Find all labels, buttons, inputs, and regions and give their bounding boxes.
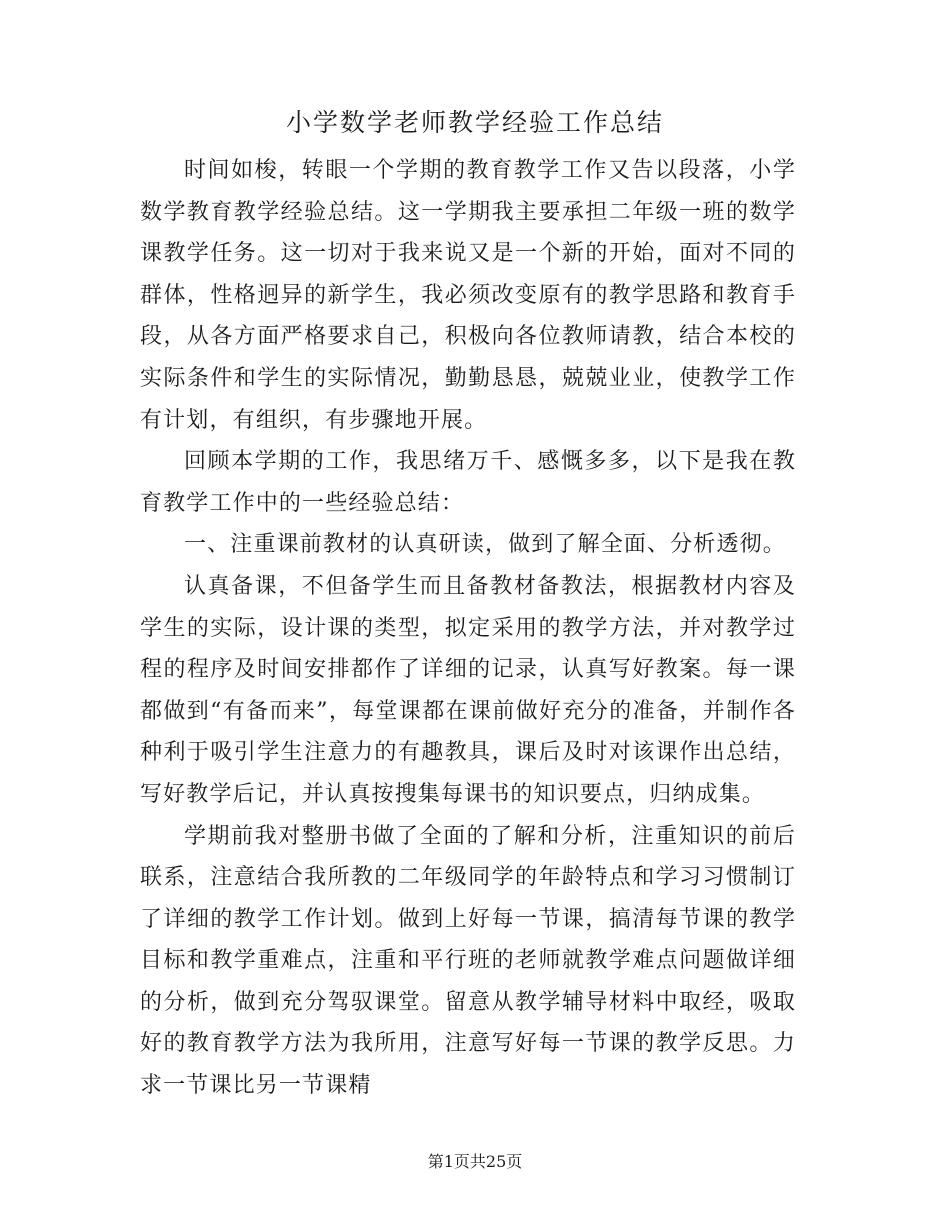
paragraph-intro: 时间如梭，转眼一个学期的教育教学工作又告以段落，小学数学教育教学经验总结。这一学期我主要承担二年级一班的数学课教学任务。这一切对于我来说又是一个新的开始，面对不同的群体，性格迥异的新学生，我必须改变原有的教学思路和教育手段，从各方面严格要求自己，积极向各位教师请教，结合本校的实际条件和学生的实际情况，勤勤恳恳，兢兢业业，使教学工作有计划，有组织，有步骤地开展。 xyxy=(140,158,796,433)
paragraph-semester-plan: 学期前我对整册书做了全面的了解和分析，注重知识的前后联系，注意结合我所教的二年级同学的年龄特点和学习习惯制订了详细的教学工作计划。做到上好每一节课，搞清每节课的教学目标和教学重难点，注重和平行班的老师就教学难点问题做详细的分析，做到充分驾驭课堂。留意从教学辅导材料中取经，吸取好的教育教学方法为我所用，注意写好每一节课的教学反思。力求一节课比另一节课精 xyxy=(140,823,796,1099)
paragraph-review: 回顾本学期的工作，我思绪万千、感慨多多，以下是我在教育教学工作中的一些经验总结： xyxy=(140,449,796,516)
paragraph-lesson-prep: 认真备课，不但备学生而且备教材备教法，根据教材内容及学生的实际，设计课的类型，拟定采用的教学方法，并对教学过程的程序及时间安排都作了详细的记录，认真写好教案。每一课都做到“有备而来”，每堂课都在课前做好充分的准备，并制作各种利于吸引学生注意力的有趣教具，课后及时对该课作出总结，写好教学后记，并认真按搜集每课书的知识要点，归纳成集。 xyxy=(140,573,796,807)
document-title: 小学数学老师教学经验工作总结 xyxy=(285,108,664,137)
section-heading-1: 一、注重课前教材的认真研读，做到了解全面、分析透彻。 xyxy=(184,532,786,558)
document-body xyxy=(140,150,796,1107)
page-number: 第1页共25页 xyxy=(427,1152,523,1171)
